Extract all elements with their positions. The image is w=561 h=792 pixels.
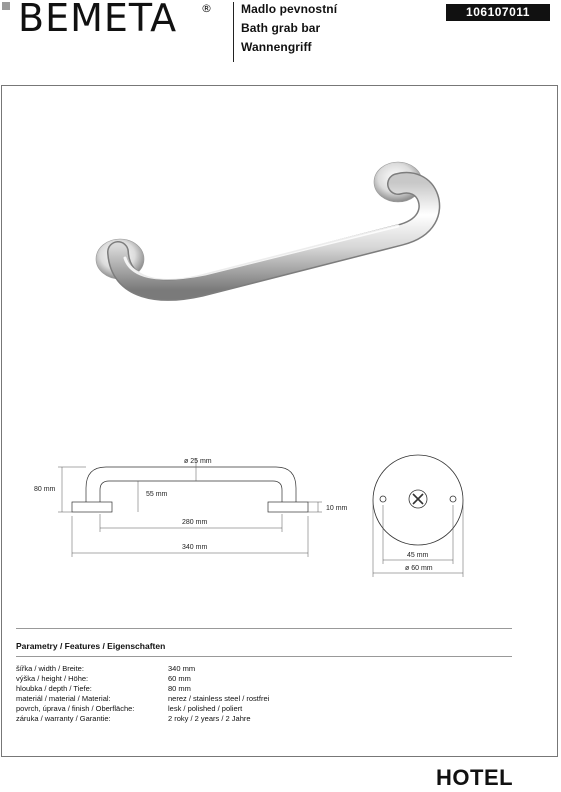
spec-value: 2 roky / 2 years / 2 Jahre (168, 714, 251, 723)
left-base-outline (72, 502, 112, 512)
spec-label: šířka / width / Breite: (16, 664, 84, 673)
features-divider-top (16, 628, 512, 629)
bar-body (118, 183, 429, 290)
spec-label: záruka / warranty / Garantie: (16, 714, 111, 723)
product-code-badge: 106107011 (446, 4, 550, 21)
collection-name: HOTEL (436, 765, 514, 790)
features-heading: Parametry / Features / Eigenschaften (16, 641, 166, 651)
dim-base-thickness: 10 mm (326, 505, 348, 512)
spec-value: 80 mm (168, 684, 191, 693)
bar-outer-outline (86, 467, 296, 502)
dim-total-width: 340 mm (182, 544, 208, 551)
spec-label: materiál / material / Material: (16, 694, 111, 703)
right-base-outline (268, 502, 308, 512)
dim-bar-diameter: ø 25 mm (184, 458, 212, 465)
dim-rosette-inner: 45 mm (407, 552, 429, 559)
spec-value: nerez / stainless steel / rostfrei (168, 694, 270, 703)
title-german: Wannengriff (241, 40, 312, 54)
spec-value: 60 mm (168, 674, 191, 683)
dimension-lines (58, 458, 322, 557)
grab-bar-photo (96, 162, 429, 290)
rosette-right-hole (450, 496, 456, 502)
spec-label: povrch, úprava / finish / Oberfläche: (16, 704, 135, 713)
spec-value: 340 mm (168, 664, 196, 673)
dim-total-height: 80 mm (34, 486, 56, 493)
dim-inner-height: 55 mm (146, 491, 168, 498)
brand-logo: BEMETA (18, 0, 178, 40)
front-view-drawing (72, 467, 308, 512)
title-czech: Madlo pevnostní (241, 2, 338, 16)
registered-mark: ® (201, 2, 212, 15)
rosette-top-view (373, 455, 463, 545)
dim-rosette-outer: ø 60 mm (405, 565, 433, 572)
spec-label: výška / height / Höhe: (16, 674, 89, 683)
bar-inner-outline (100, 481, 282, 502)
spec-value: lesk / polished / poliert (168, 704, 243, 713)
spec-label: hloubka / depth / Tiefe: (16, 684, 92, 693)
dim-inner-width: 280 mm (182, 519, 208, 526)
rosette-left-hole (380, 496, 386, 502)
features-divider-bottom (16, 656, 512, 657)
title-english: Bath grab bar (241, 21, 321, 35)
